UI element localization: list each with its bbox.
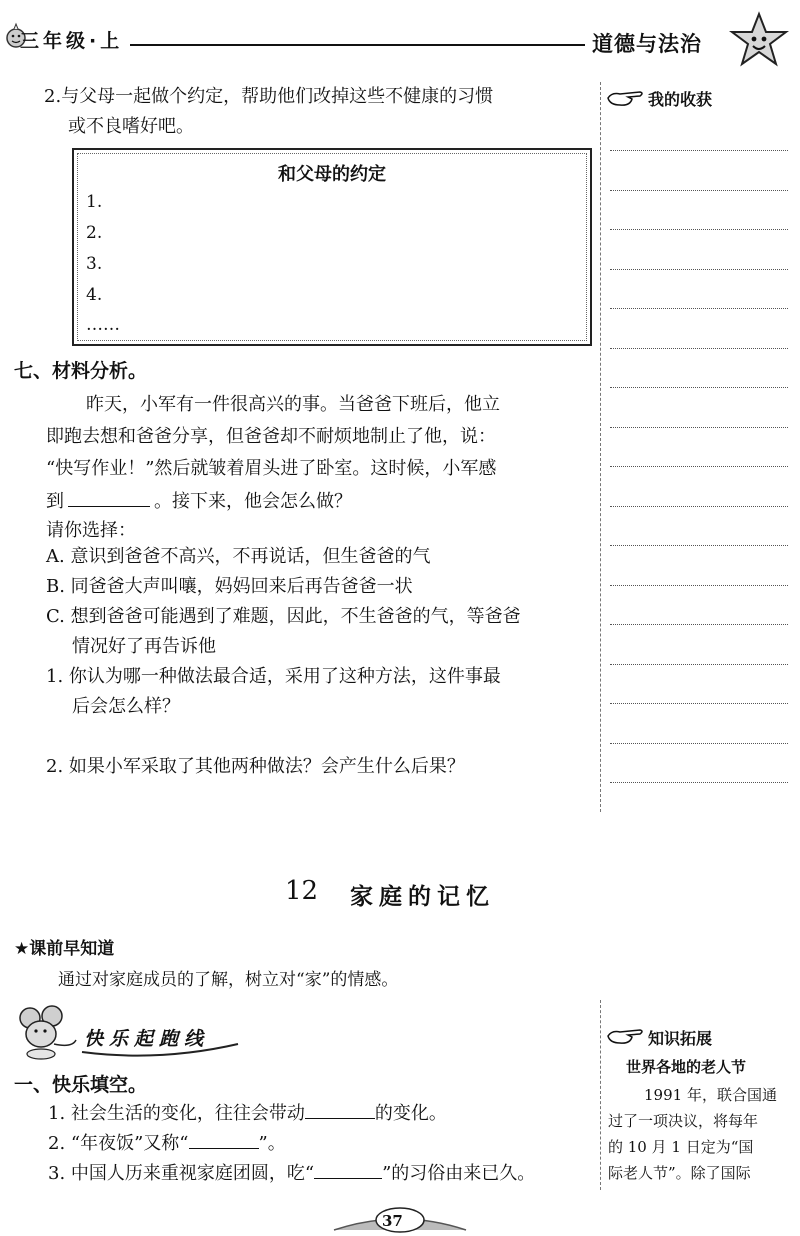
note-line [610, 387, 788, 388]
fill-question-1 [48, 1100, 447, 1127]
note-line [610, 664, 788, 665]
section7-title: 七、材料分析。 [14, 360, 148, 382]
agreement-item: 2. [86, 223, 103, 243]
q2-end: ”。 [258, 1133, 286, 1154]
note-line [610, 585, 788, 586]
chapter-number: 12 [285, 876, 319, 906]
note-line [610, 703, 788, 704]
notes-title: 我的收获 [648, 90, 713, 109]
note-line [610, 743, 788, 744]
note-line [610, 269, 788, 270]
q3-start: 3. 中国人历来重视家庭团圆，吃“ [48, 1163, 315, 1184]
option-b: B. 同爸爸大声叫嚷，妈妈回来后再告爸爸一状 [46, 576, 413, 597]
task2-line2: 或不良嗜好吧。 [68, 116, 194, 137]
option-c-line1: C. 想到爸爸可能遇到了难题，因此，不生爸爸的气，等爸爸 [46, 606, 521, 627]
note-line [610, 466, 788, 467]
notes-column-divider [600, 82, 601, 812]
knowledge-title: 知识拓展 [648, 1029, 713, 1048]
header-star-mascot-icon [728, 10, 790, 72]
chapter-title: 家庭的记忆 [350, 884, 495, 910]
banner-swoosh [80, 1040, 240, 1058]
q1-end: 的变化。 [374, 1103, 447, 1124]
note-line [610, 782, 788, 783]
note-line [610, 308, 788, 309]
banner-title: 快乐起跑线 [84, 1028, 210, 1050]
line4-end: 。接下来，他会怎么做？ [154, 491, 352, 512]
section7-paragraph-line4 [46, 488, 352, 515]
question1-line1: 1. 你认为哪一种做法最合适，采用了这种方法，这件事最 [46, 666, 501, 687]
fill-question-3 [48, 1160, 535, 1187]
knowledge-line: 过了一项决议，将每年 [608, 1112, 759, 1130]
agreement-item: 1. [86, 192, 103, 212]
note-line [610, 506, 788, 507]
section1-title: 一、快乐填空。 [14, 1074, 148, 1096]
header-grade: 三年级·上 [20, 30, 124, 52]
knowledge-line: 际老人节”。除了国际 [608, 1164, 751, 1182]
note-line [610, 624, 788, 625]
agreement-item: 3. [86, 254, 103, 274]
knowledge-divider [600, 1000, 601, 1190]
pointing-hand-icon [606, 1024, 646, 1046]
knowledge-line: 的 10 月 1 日定为“国 [608, 1138, 754, 1156]
header-subject: 道德与法治 [592, 32, 702, 56]
task2-text: 与父母一起做个约定，帮助他们改掉这些不健康的习惯 [61, 86, 494, 107]
section7-paragraph-line: 即跑去想和爸爸分享，但爸爸却不耐烦地制止了他，说： [46, 426, 496, 447]
agreement-item: …… [86, 315, 120, 335]
pointing-hand-icon [606, 86, 646, 108]
agreement-title: 和父母的约定 [278, 164, 386, 185]
fill-blank-3[interactable] [314, 1160, 382, 1179]
fill-blank-1[interactable] [305, 1100, 375, 1119]
note-line [610, 348, 788, 349]
fill-blank-2[interactable] [189, 1130, 259, 1149]
mouse-mascot-icon [14, 1004, 86, 1060]
question1-line2: 后会怎么样？ [72, 696, 180, 717]
section7-paragraph-line: 昨天，小军有一件很高兴的事。当爸爸下班后，他立 [86, 394, 500, 415]
task2-line1 [44, 84, 493, 110]
task2-number: 2. [44, 86, 62, 107]
knowledge-subtitle: 世界各地的老人节 [626, 1058, 747, 1076]
header-rule [130, 44, 585, 46]
agreement-box [72, 148, 592, 346]
line4-start: 到 [46, 491, 64, 512]
knowledge-line: 1991 年，联合国通 [644, 1086, 777, 1104]
choice-prompt: 请你选择： [46, 520, 136, 541]
section7-paragraph-line: “快写作业！”然后就皱着眉头进了卧室。这时候，小军感 [46, 458, 497, 479]
note-line [610, 150, 788, 151]
note-line [610, 229, 788, 230]
note-line [610, 190, 788, 191]
q3-end: ”的习俗由来已久。 [382, 1163, 536, 1184]
preview-title: ★课前早知道 [14, 939, 115, 959]
question2: 2. 如果小军采取了其他两种做法？会产生什么后果？ [46, 756, 465, 777]
preview-text: 通过对家庭成员的了解，树立对“家”的情感。 [58, 970, 399, 990]
fill-question-2 [48, 1130, 286, 1157]
option-a: A. 意识到爸爸不高兴，不再说话，但生爸爸的气 [46, 546, 431, 567]
q1-start: 1. 社会生活的变化，往往会带动 [48, 1103, 305, 1124]
page-number: 37 [382, 1212, 403, 1230]
agreement-item: 4. [86, 285, 103, 305]
feeling-blank[interactable] [68, 488, 150, 507]
option-c-line2: 情况好了再告诉他 [72, 636, 216, 657]
note-line [610, 545, 788, 546]
note-line [610, 427, 788, 428]
q2-start: 2. “年夜饭”又称“ [48, 1133, 189, 1154]
